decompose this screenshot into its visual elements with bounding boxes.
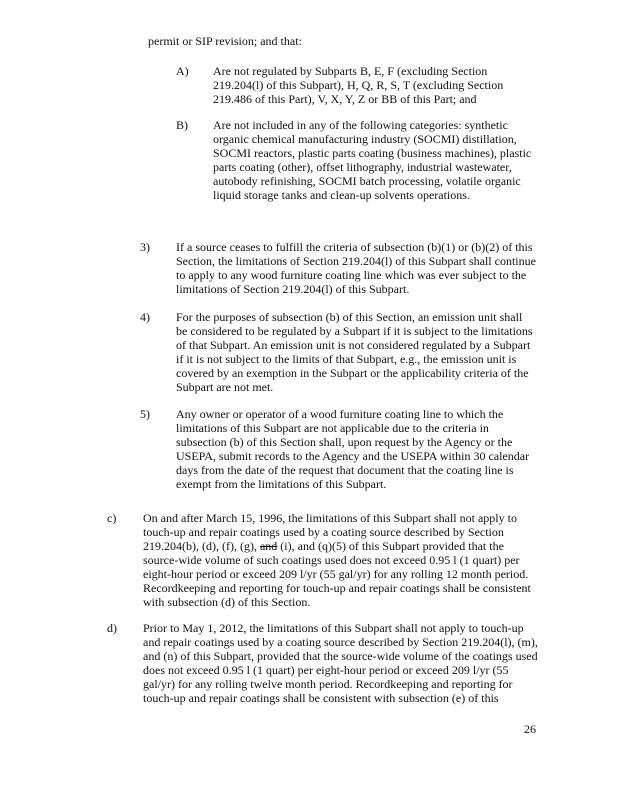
text-line: Prior to May 1, 2012, the limitations of this Subpart shall not apply to touch-up: [143, 621, 524, 635]
text-line: be considered to be regulated by a Subpart if it is subject to the limitations: [176, 324, 533, 338]
text-line: parts coating (other), offset lithography, industrial wastewater,: [213, 160, 512, 174]
text-line: limitations of this Subpart are not applicable due to the criteria in: [176, 421, 489, 435]
text-line: and repair coatings used by a coating source described by Section 219.204(l), (m),: [143, 635, 538, 649]
text-line: covered by an exemption in the Subpart or the applicability criteria of the: [176, 366, 529, 380]
text-line: touch-up and repair coatings used by a coating source described by Section: [143, 525, 504, 539]
text-line: For the purposes of subsection (b) of this Section, an emission unit shall: [176, 310, 523, 324]
text-line: touch-up and repair coatings shall be consistent with subsection (e) of this: [143, 691, 499, 705]
text-line: Subpart are not met.: [176, 380, 274, 394]
text-line: source-wide volume of such coatings used does not exceed 0.95 l (1 quart) per: [143, 553, 520, 567]
item-label: d): [107, 621, 117, 635]
text-line: On and after March 15, 1996, the limitations of this Subpart shall not apply to: [143, 511, 517, 525]
text-line: Section, the limitations of Section 219.204(l) of this Subpart shall continue: [176, 254, 536, 268]
text-line: 219.204(l) of this Subpart), H, Q, R, S, T (excluding Section: [213, 78, 504, 92]
text-line: Are not regulated by Subparts B, E, F (excluding Section: [213, 64, 488, 78]
text-line: liquid storage tanks and clean-up solvents operations.: [213, 188, 470, 202]
item-label: B): [176, 118, 188, 132]
item-label: 3): [140, 240, 150, 254]
text-line: if it is not subject to the limits of that Subpart, e.g., the emission unit is: [176, 352, 517, 366]
text-line: Recordkeeping and reporting for touch-up and repair coatings shall be consistent: [143, 581, 531, 595]
text-line: limitations of Section 219.204(l) of this Subpart.: [176, 282, 410, 296]
item-label: A): [176, 64, 189, 78]
text-line: USEPA, submit records to the Agency and the USEPA within 30 calendar: [176, 449, 530, 463]
item-label: c): [107, 511, 117, 525]
text-line: days from the date of the request that document that the coating line is: [176, 463, 514, 477]
text-line: subsection (b) of this Section shall, upon request by the Agency or the: [176, 435, 513, 449]
text-line: Are not included in any of the following categories: synthetic: [213, 118, 508, 132]
page-number: 26: [524, 722, 536, 736]
text-line: eight-hour period or exceed 209 l/yr (55 gal/yr) for any rolling 12 month period.: [143, 567, 529, 581]
text-line: autobody refinishing, SOCMI batch processing, volatile organic: [213, 174, 521, 188]
text-line: exempt from the limitations of this Subpart.: [176, 477, 387, 491]
text-line: does not exceed 0.95 l (1 quart) per eight-hour period or exceed 209 l/yr (55: [143, 663, 509, 677]
text-line: SOCMI reactors, plastic parts coating (business machines), plastic: [213, 146, 532, 160]
text-line: organic chemical manufacturing industry (SOCMI) distillation,: [213, 132, 517, 146]
intro-text: permit or SIP revision; and that:: [148, 34, 302, 48]
text-line: If a source ceases to fulfill the criteria of subsection (b)(1) or (b)(2) of this: [176, 240, 533, 254]
text-line: 219.486 of this Part), V, X, Y, Z or BB of this Part; and: [213, 92, 477, 106]
text-line: Any owner or operator of a wood furniture coating line to which the: [176, 407, 504, 421]
text-line: with subsection (d) of this Section.: [143, 595, 311, 609]
item-label: 5): [140, 407, 150, 421]
text-line: and (n) of this Subpart, provided that the source-wide volume of the coatings used: [143, 649, 538, 663]
text-line: gal/yr) for any rolling twelve month period. Recordkeeping and reporting for: [143, 677, 513, 691]
text-line: 219.204(b), (d), (f), (g), and (i), and (q)(5) of this Subpart provided that the: [143, 539, 504, 553]
text-line: of that Subpart. An emission unit is not considered regulated by a Subpart: [176, 338, 531, 352]
text-line: to apply to any wood furniture coating line which was ever subject to the: [176, 268, 527, 282]
item-label: 4): [140, 310, 150, 324]
